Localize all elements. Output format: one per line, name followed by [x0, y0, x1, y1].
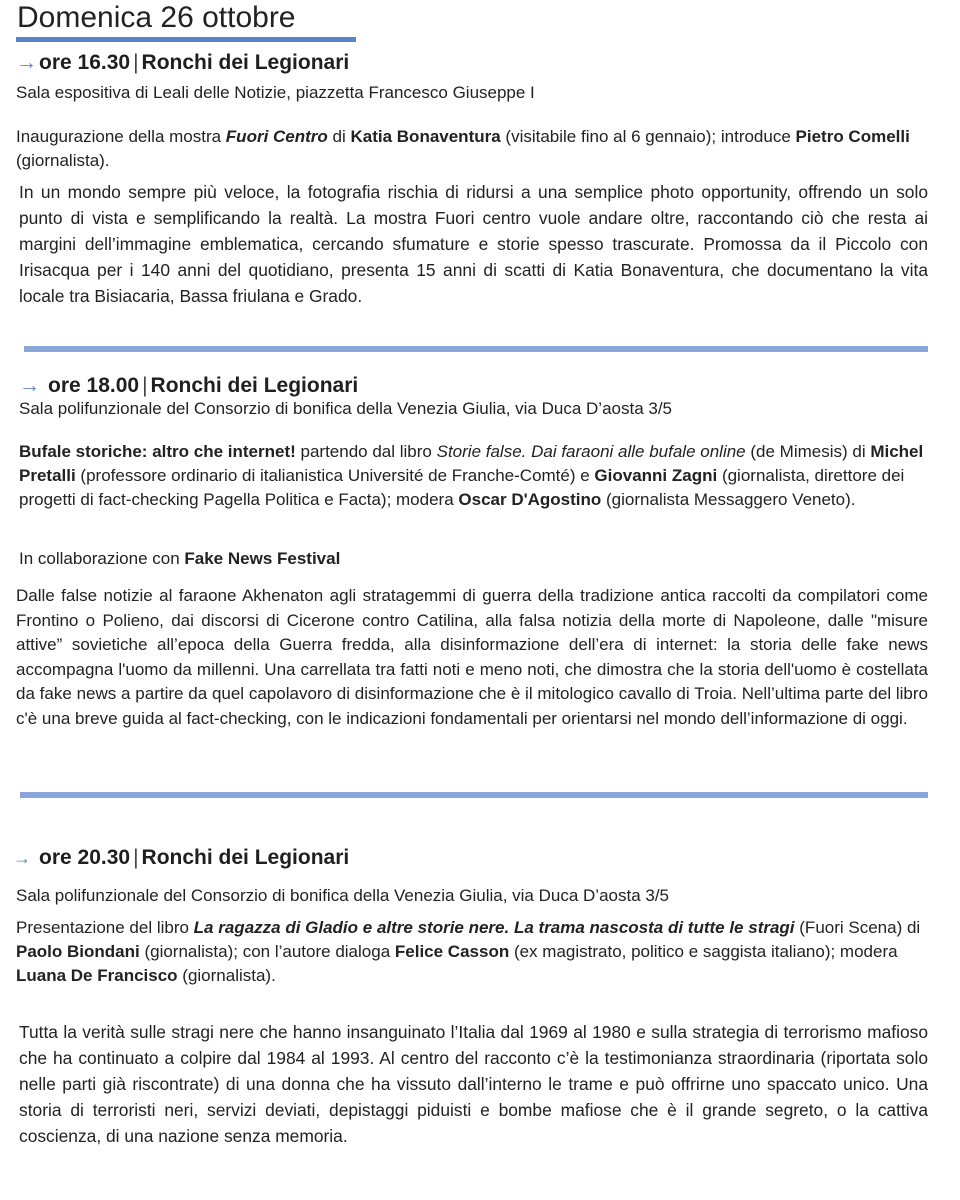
intro-text: (ex magistrato, politico e saggista italiano); modera: [509, 942, 898, 961]
intro-text: (giornalista).: [177, 966, 276, 985]
intro-text: (de Mimesis) di: [745, 442, 871, 461]
intro-text: (visitabile fino al 6 gennaio); introduce: [500, 127, 796, 146]
collab-text: In collaborazione con: [19, 549, 185, 568]
event-intro: [19, 440, 927, 512]
event-heading: [19, 373, 358, 399]
intro-text: (giornalista, direttore dei progetti di fact-checking Pagella Politica e Facta); modera: [19, 466, 905, 509]
event-time: ore 18.00: [48, 374, 140, 397]
guest-name: Felice Casson: [394, 942, 510, 961]
event-heading: [13, 845, 349, 871]
author-name: Paolo Biondani: [16, 942, 140, 961]
moderator-name: Luana De Francisco: [16, 966, 178, 985]
event-venue: Sala polifunzionale del Consorzio di bonifica della Venezia Giulia, via Duca D’aosta 3/5: [19, 399, 673, 418]
day-title: Domenica 26 ottobre: [17, 1, 296, 34]
event-description: In un mondo sempre più veloce, la fotografia rischia di ridursi a una semplice photo opportunity, offrendo un solo punto di vista e semplificando la realtà. La mostra Fuori centro vuole andare oltre, raccontando ciò che resta ai margini dell’immagine emblematica, cercando sfumature e storie spesso trascurate. Promossa da il Piccolo con Irisacqua per i 140 anni del quotidiano, presenta 15 anni di scatti di Katia Bonaventura, che documentano la vita locale tra Bisiacaria, Bassa friulana e Grado.: [19, 182, 928, 306]
exhibition-title: Fuori Centro: [225, 127, 328, 146]
event-description: Dalle false notizie al faraone Akhenaton agli stratagemmi di guerra della tradizione antica raccolti da compilatori come Frontino o Polieno, dai discorsi di Cicerone contro Catilina, alla falsa notizia della morte di Napoleone, dalle "misure attive” sovietiche all’epoca della Guerra fredda, alla disinformazione dell’era di internet: la storia delle fake news accompagna l'uomo da millenni. Una carrellata tra fatti noti e meno noti, che dimostra che la storia dell'uomo è costellata da fake news a partire da quel capolavoro di disinformazione che è il mitologico cavallo di Troia. Nell’ultima parte del libro c'è una breve guida al fact-checking, con le indicazioni fondamentali per orientarsi nel mondo dell’informazione di oggi.: [16, 586, 928, 728]
arrow-right-icon: →: [16, 51, 37, 74]
event-time: ore 20.30: [39, 846, 131, 869]
event-place: Ronchi dei Legionari: [141, 51, 350, 74]
intro-text: Presentazione del libro: [16, 918, 194, 937]
intro-text: (giornalista Messaggero Veneto).: [601, 490, 856, 509]
separator: |: [133, 51, 139, 74]
intro-text: (giornalista).: [16, 151, 110, 170]
book-title: La ragazza di Gladio e altre storie nere. La trama nascosta di tutte le stragi: [193, 918, 795, 937]
intro-text: (professore ordinario di italianistica Université de Franche-Comté) e: [75, 466, 595, 485]
book-title: Storie false. Dai faraoni alle bufale online: [436, 442, 746, 461]
intro-text: (giornalista); con l’autore dialoga: [139, 942, 395, 961]
artist-name: Katia Bonaventura: [350, 127, 501, 146]
partner-name: Fake News Festival: [184, 549, 341, 568]
section-divider: [20, 792, 928, 798]
event-heading: [16, 50, 349, 76]
collaboration-note: [19, 547, 340, 571]
arrow-right-icon: →: [13, 848, 31, 868]
author-name: Giovanni Zagni: [594, 466, 718, 485]
intro-text: di: [327, 127, 351, 146]
intro-text: Inaugurazione della mostra: [16, 127, 226, 146]
event-venue: Sala espositiva di Leali delle Notizie, piazzetta Francesco Giuseppe I: [16, 83, 535, 102]
event-description: Tutta la verità sulle stragi nere che hanno insanguinato l’Italia dal 1969 al 1980 e sulla strategia di terrorismo mafioso che ha continuato a colpire dal 1984 al 1993. Al centro del racconto c’è la testimonianza straordinaria (riportata solo nelle parti già riscontrate) di una donna che ha vissuto dall’interno le trame e può offrirne uno spaccato unico. Una storia di terroristi neri, servizi deviati, depistaggi piduisti e bombe mafiose che è il grande segreto, o la cattiva coscienza, di una nazione senza memoria.: [19, 1022, 928, 1146]
section-divider: [24, 346, 928, 352]
arrow-right-icon: →: [19, 374, 40, 397]
separator: |: [133, 846, 139, 869]
day-title-underline: [16, 37, 356, 42]
author-name: Michel Pretalli: [19, 442, 924, 485]
event-place: Ronchi dei Legionari: [150, 374, 359, 397]
event-time: ore 16.30: [39, 51, 131, 74]
intro-text: (Fuori Scena) di: [794, 918, 921, 937]
event-place: Ronchi dei Legionari: [141, 846, 350, 869]
presenter-name: Pietro Comelli: [795, 127, 910, 146]
event-venue: Sala polifunzionale del Consorzio di bonifica della Venezia Giulia, via Duca D’aosta 3/5: [16, 886, 670, 905]
separator: |: [142, 374, 148, 397]
event-intro: [16, 125, 928, 173]
moderator-name: Oscar D'Agostino: [458, 490, 602, 509]
event-intro: [16, 916, 928, 988]
event-headline: Bufale storiche: altro che internet!: [19, 442, 296, 461]
intro-text: partendo dal libro: [295, 442, 437, 461]
